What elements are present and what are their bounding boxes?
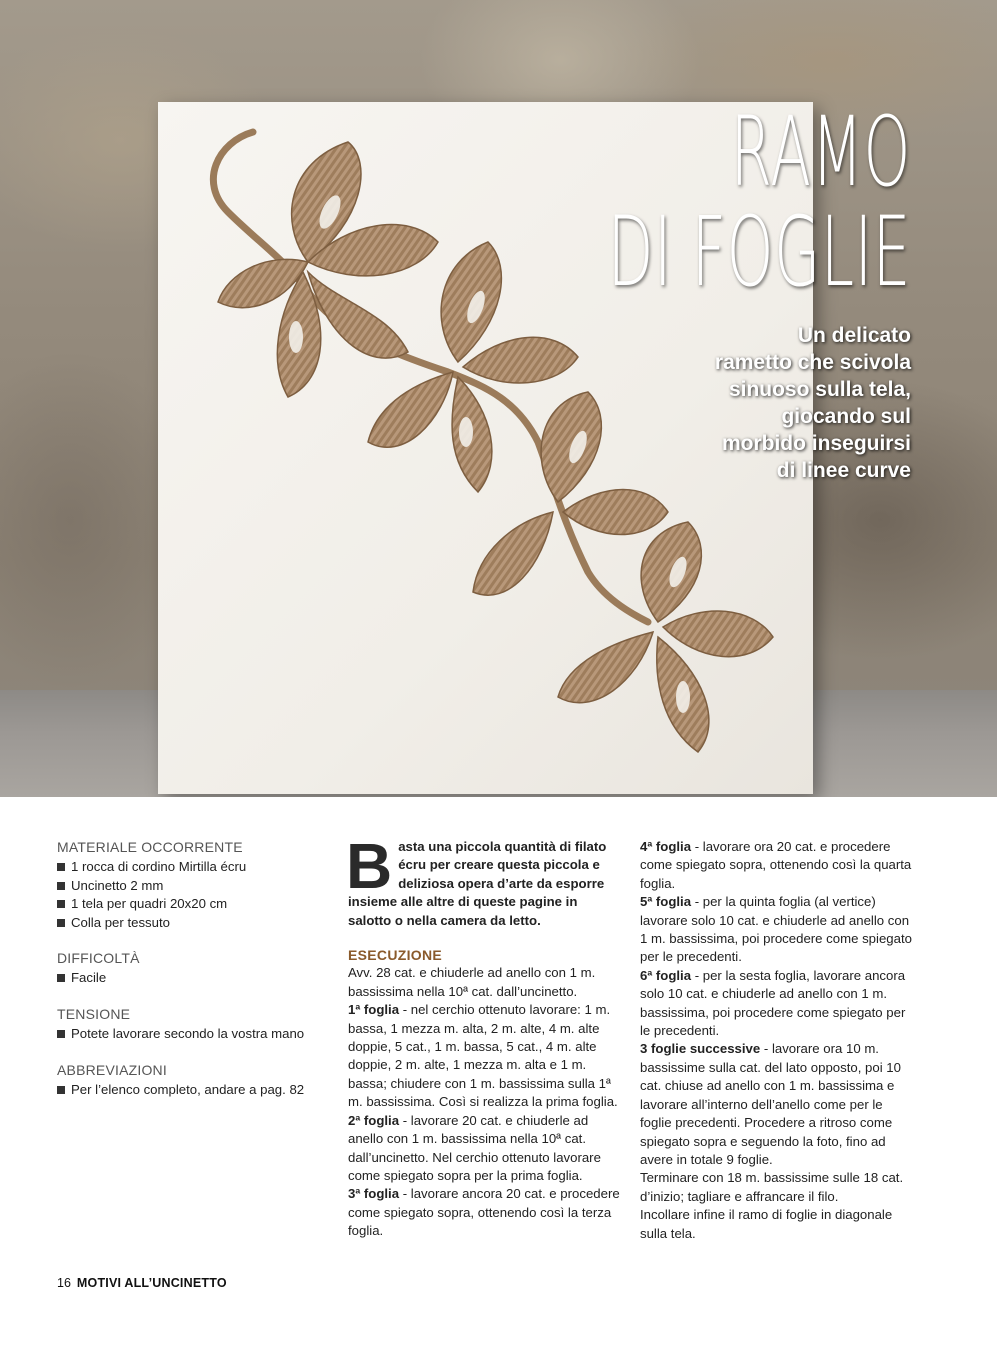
step-text: - nel cerchio ottenuto lavorare: 1 m. bassa, 1 mezza m. alta, 2 m. alte, 4 m. alte doppie, 5 cat., 1 m. bassa, 5 cat., 4 m. alte doppie, 2 m. alte, 1 mezza m. alta e 1 m. bassa; chiudere con 1 m. bassissima sulla 1ª m. bassissima. Così si realizza la prima foglia. bbox=[348, 1002, 618, 1110]
list-item bbox=[57, 1025, 322, 1043]
step-text: - lavorare ora 20 cat. e procedere come spiegato sopra, ottenendo così la quarta foglia. bbox=[640, 839, 912, 891]
sidebar-specs bbox=[57, 838, 322, 1116]
step-paragraph bbox=[640, 1040, 915, 1169]
page-number: 16 bbox=[57, 1276, 71, 1290]
materials-section bbox=[57, 838, 322, 932]
step-label: 3ª foglia bbox=[348, 1186, 400, 1202]
bullet-square-icon bbox=[57, 1086, 65, 1094]
step-paragraph bbox=[640, 967, 915, 1041]
subtitle bbox=[591, 322, 911, 484]
step-label: 2ª foglia bbox=[348, 1112, 400, 1128]
step-paragraph bbox=[348, 1185, 620, 1240]
step-label: 3 foglie successive bbox=[640, 1041, 761, 1057]
bullet-square-icon bbox=[57, 1030, 65, 1038]
abbreviations-section bbox=[57, 1061, 322, 1100]
bullet-square-icon bbox=[57, 882, 65, 890]
page-title bbox=[391, 96, 911, 308]
step-label: 1ª foglia bbox=[348, 1002, 400, 1018]
materials-heading: MATERIALE OCCORRENTE bbox=[57, 839, 243, 855]
abbreviations-heading: ABBREVIAZIONI bbox=[57, 1061, 167, 1078]
body-column-2 bbox=[640, 838, 915, 1243]
subtitle-line: sinuoso sulla tela, bbox=[728, 378, 911, 401]
intro-paragraph bbox=[346, 830, 620, 930]
step-label: 6ª foglia bbox=[640, 967, 692, 983]
step-text: - per la sesta foglia, lavorare ancora solo 10 cat. e chiuderle ad anello con 1 m. bassissima, poi procedere come spiegato per le precedenti. bbox=[640, 967, 906, 1039]
finish-paragraph: Incollare infine il ramo di foglie in diagonale sulla tela. bbox=[640, 1207, 893, 1241]
step-text: - lavorare 20 cat. e chiuderle ad anello con 1 m. bassissima nella 10ª cat. dall’uncinetto. Nel cerchio ottenuto lavorare come spiegato sopra per la prima foglia. bbox=[348, 1112, 601, 1183]
difficulty-heading: DIFFICOLTÀ bbox=[57, 950, 140, 967]
title-line-1: RAMO bbox=[730, 96, 911, 208]
list-item bbox=[57, 877, 322, 895]
subtitle-line: giocando sul bbox=[781, 405, 911, 428]
step-paragraph bbox=[640, 893, 915, 967]
bullet-square-icon bbox=[57, 974, 65, 982]
step-paragraph bbox=[348, 1001, 620, 1111]
list-item-text: Per l’elenco completo, andare a pag. 82 bbox=[71, 1082, 305, 1098]
subtitle-line: morbido inseguirsi bbox=[721, 432, 911, 455]
list-item-text: Potete lavorare secondo la vostra mano bbox=[71, 1026, 305, 1042]
list-item bbox=[57, 895, 322, 913]
tension-heading: TENSIONE bbox=[57, 1005, 131, 1022]
subtitle-line: rametto che scivola bbox=[714, 351, 911, 374]
bullet-square-icon bbox=[57, 863, 65, 871]
list-item-text: Colla per tessuto bbox=[71, 914, 170, 930]
step-text: - lavorare ora 10 m. bassissime sulla cat. del lato opposto, poi 10 cat. chiuse ad anello con 1 m. bassissima e lavorare all’interno dell’anello come per le foglie precedenti. Procedere a ritroso come spiegato sopra e seguendo la foto, fino ad avere in totale 9 foglie. bbox=[640, 1041, 901, 1167]
execution-heading: ESECUZIONE bbox=[348, 947, 443, 964]
list-item bbox=[57, 969, 322, 987]
list-item bbox=[57, 858, 322, 876]
finish-paragraph: Terminare con 18 m. bassissime sulle 18 cat. d’inizio; tagliare e affrancare il filo. bbox=[640, 1170, 904, 1204]
bullet-square-icon bbox=[57, 919, 65, 927]
page-footer bbox=[57, 1276, 227, 1290]
subtitle-line: di linee curve bbox=[776, 459, 911, 482]
title-line-2: DI FOGLIE bbox=[607, 196, 911, 308]
bullet-square-icon bbox=[57, 900, 65, 908]
tension-section bbox=[57, 1005, 322, 1044]
execution-start: Avv. 28 cat. e chiuderle ad anello con 1 m. bassissima nella 10ª cat. dall’uncinetto. bbox=[348, 965, 596, 999]
magazine-name: MOTIVI ALL’UNCINETTO bbox=[76, 1276, 227, 1290]
subtitle-line: Un delicato bbox=[797, 324, 911, 347]
list-item bbox=[57, 914, 322, 932]
step-paragraph bbox=[348, 1112, 620, 1186]
difficulty-section bbox=[57, 949, 322, 988]
step-text: - per la quinta foglia (al vertice) lavorare solo 10 cat. e chiuderle ad anello con 1 m. bassissima, poi procedere come spiegato per le precedenti. bbox=[640, 894, 912, 965]
list-item-text: Facile bbox=[71, 970, 107, 986]
step-label: 4ª foglia bbox=[640, 839, 692, 854]
list-item-text: 1 rocca di cordino Mirtilla écru bbox=[71, 859, 247, 875]
intro-text: asta una piccola quantità di filato écru per creare questa piccola e deliziosa opera d’arte da esporre insieme alle altre di queste pagine in salotto o nella camera da letto. bbox=[348, 839, 607, 928]
step-paragraph bbox=[640, 838, 915, 893]
list-item bbox=[57, 1081, 322, 1099]
step-label: 5ª foglia bbox=[640, 894, 692, 910]
step-text: - lavorare ancora 20 cat. e procedere come spiegato sopra, ottenendo così la terza foglia. bbox=[348, 1186, 620, 1239]
list-item-text: 1 tela per quadri 20x20 cm bbox=[71, 896, 228, 912]
body-column-1 bbox=[346, 830, 620, 1241]
list-item-text: Uncinetto 2 mm bbox=[71, 877, 164, 893]
drop-cap: B bbox=[346, 830, 393, 902]
